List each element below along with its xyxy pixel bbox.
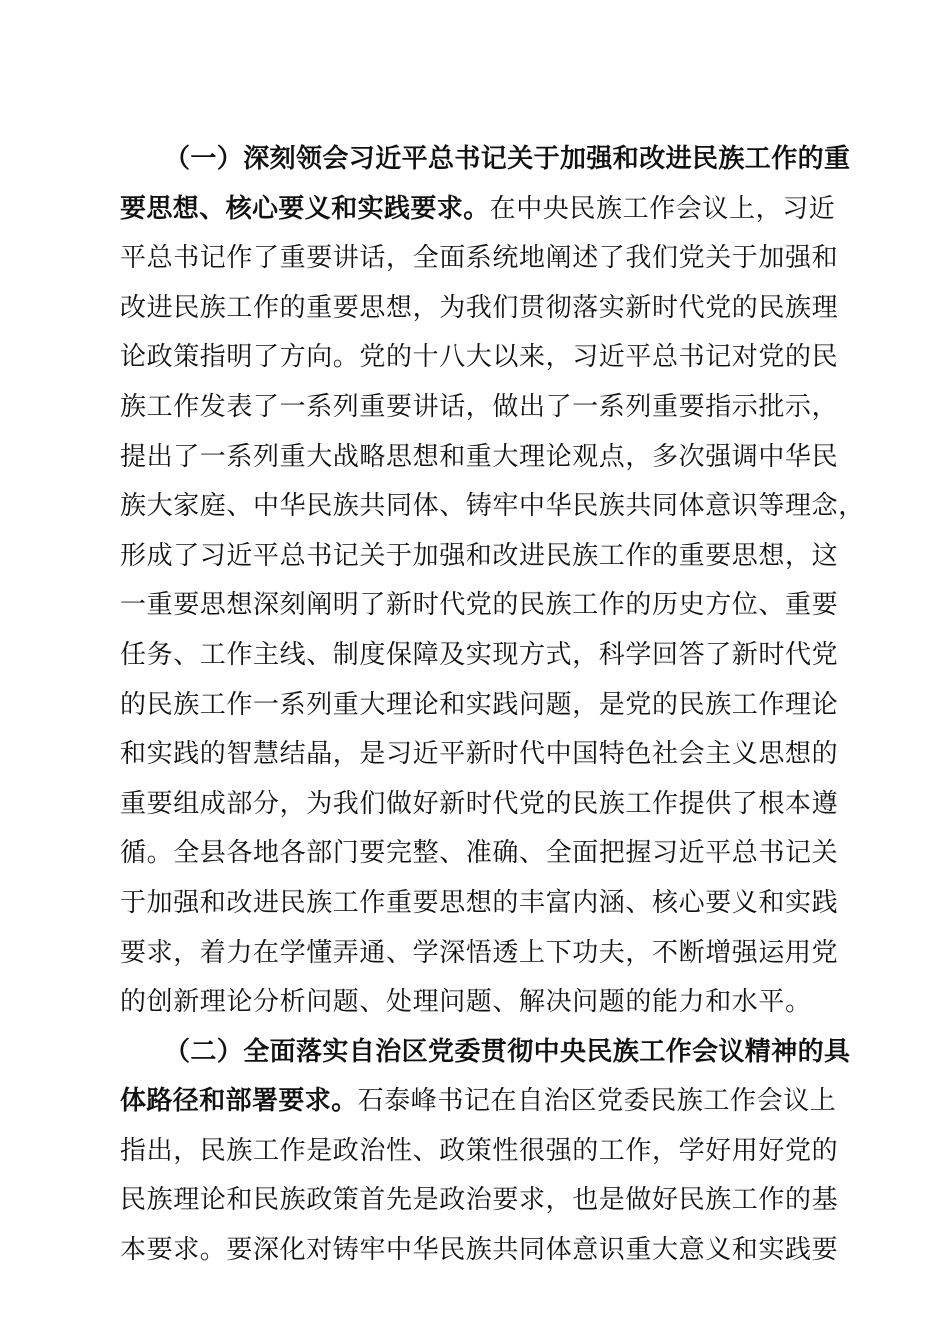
paragraph-1-line: 改进民族工作的重要思想，为我们贯彻落实新时代党的民族理 (120, 292, 839, 323)
paragraph-1-heading-line-1: （一）深刻领会习近平总书记关于加强和改进民族工作的重 (164, 144, 851, 174)
paragraph-1-line: 形成了习近平总书记关于加强和改进民族工作的重要思想，这 (120, 540, 839, 571)
paragraph-1-line: 族大家庭、中华民族共同体、铸牢中华民族共同体意识等理念， (120, 491, 865, 522)
paragraph-2-line: 民族理论和民族政策首先是政治要求，也是做好民族工作的基 (120, 1185, 839, 1216)
paragraph-1-line: 要求，着力在学懂弄通、学深悟透上下功夫，不断增强运用党 (120, 937, 839, 968)
paragraph-1-line: 和实践的智慧结晶，是习近平新时代中国特色社会主义思想的 (120, 739, 839, 770)
paragraph-1-line: 于加强和改进民族工作重要思想的丰富内涵、核心要义和实践 (120, 887, 839, 918)
paragraph-1-line: 的创新理论分析问题、处理问题、解决问题的能力和水平。 (120, 987, 812, 1018)
paragraph-1-line: 平总书记作了重要讲话，全面系统地阐述了我们党关于加强和 (120, 243, 839, 274)
paragraph-1-line: 重要组成部分，为我们做好新时代党的民族工作提供了根本遵 (120, 788, 839, 819)
paragraph-1-heading-line-2: 要思想、核心要义和实践要求。 (120, 193, 490, 224)
paragraph-1-line-2 (120, 185, 836, 235)
paragraph-1-line: 循。全县各地各部门要完整、准确、全面把握习近平总书记关 (120, 838, 839, 869)
paragraph-1-line: 提出了一系列重大战略思想和重大理论观点，多次强调中华民 (120, 441, 839, 472)
paragraph-2-line-2 (120, 1077, 837, 1127)
paragraph-1-line: 的民族工作一系列重大理论和实践问题，是党的民族工作理论 (120, 689, 839, 720)
paragraph-1-line: 任务、工作主线、制度保障及实现方式，科学回答了新时代党 (120, 639, 839, 670)
paragraph-2-heading-line-1: （二）全面落实自治区党委贯彻中央民族工作会议精神的具 (164, 1036, 851, 1067)
paragraph-2-line: 指出，民族工作是政治性、政策性很强的工作，学好用好党的 (120, 1135, 839, 1166)
paragraph-1-line: 一重要思想深刻阐明了新时代党的民族工作的历史方位、重要 (120, 590, 839, 621)
document-body (120, 135, 865, 1276)
paragraph-2-line-2-rest: 石泰峰书记在自治区党委民族工作会议上 (357, 1086, 837, 1117)
paragraph-1-line: 族工作发表了一系列重要讲话，做出了一系列重要指示批示， (120, 391, 839, 422)
paragraph-2-heading-line-2: 体路径和部署要求。 (120, 1086, 358, 1117)
paragraph-1-line-2-rest: 在中央民族工作会议上，习近 (489, 193, 836, 224)
paragraph-2-line: 本要求。要深化对铸牢中华民族共同体意识重大意义和实践要 (120, 1235, 839, 1266)
paragraph-1-line: 论政策指明了方向。党的十八大以来，习近平总书记对党的民 (120, 342, 839, 373)
